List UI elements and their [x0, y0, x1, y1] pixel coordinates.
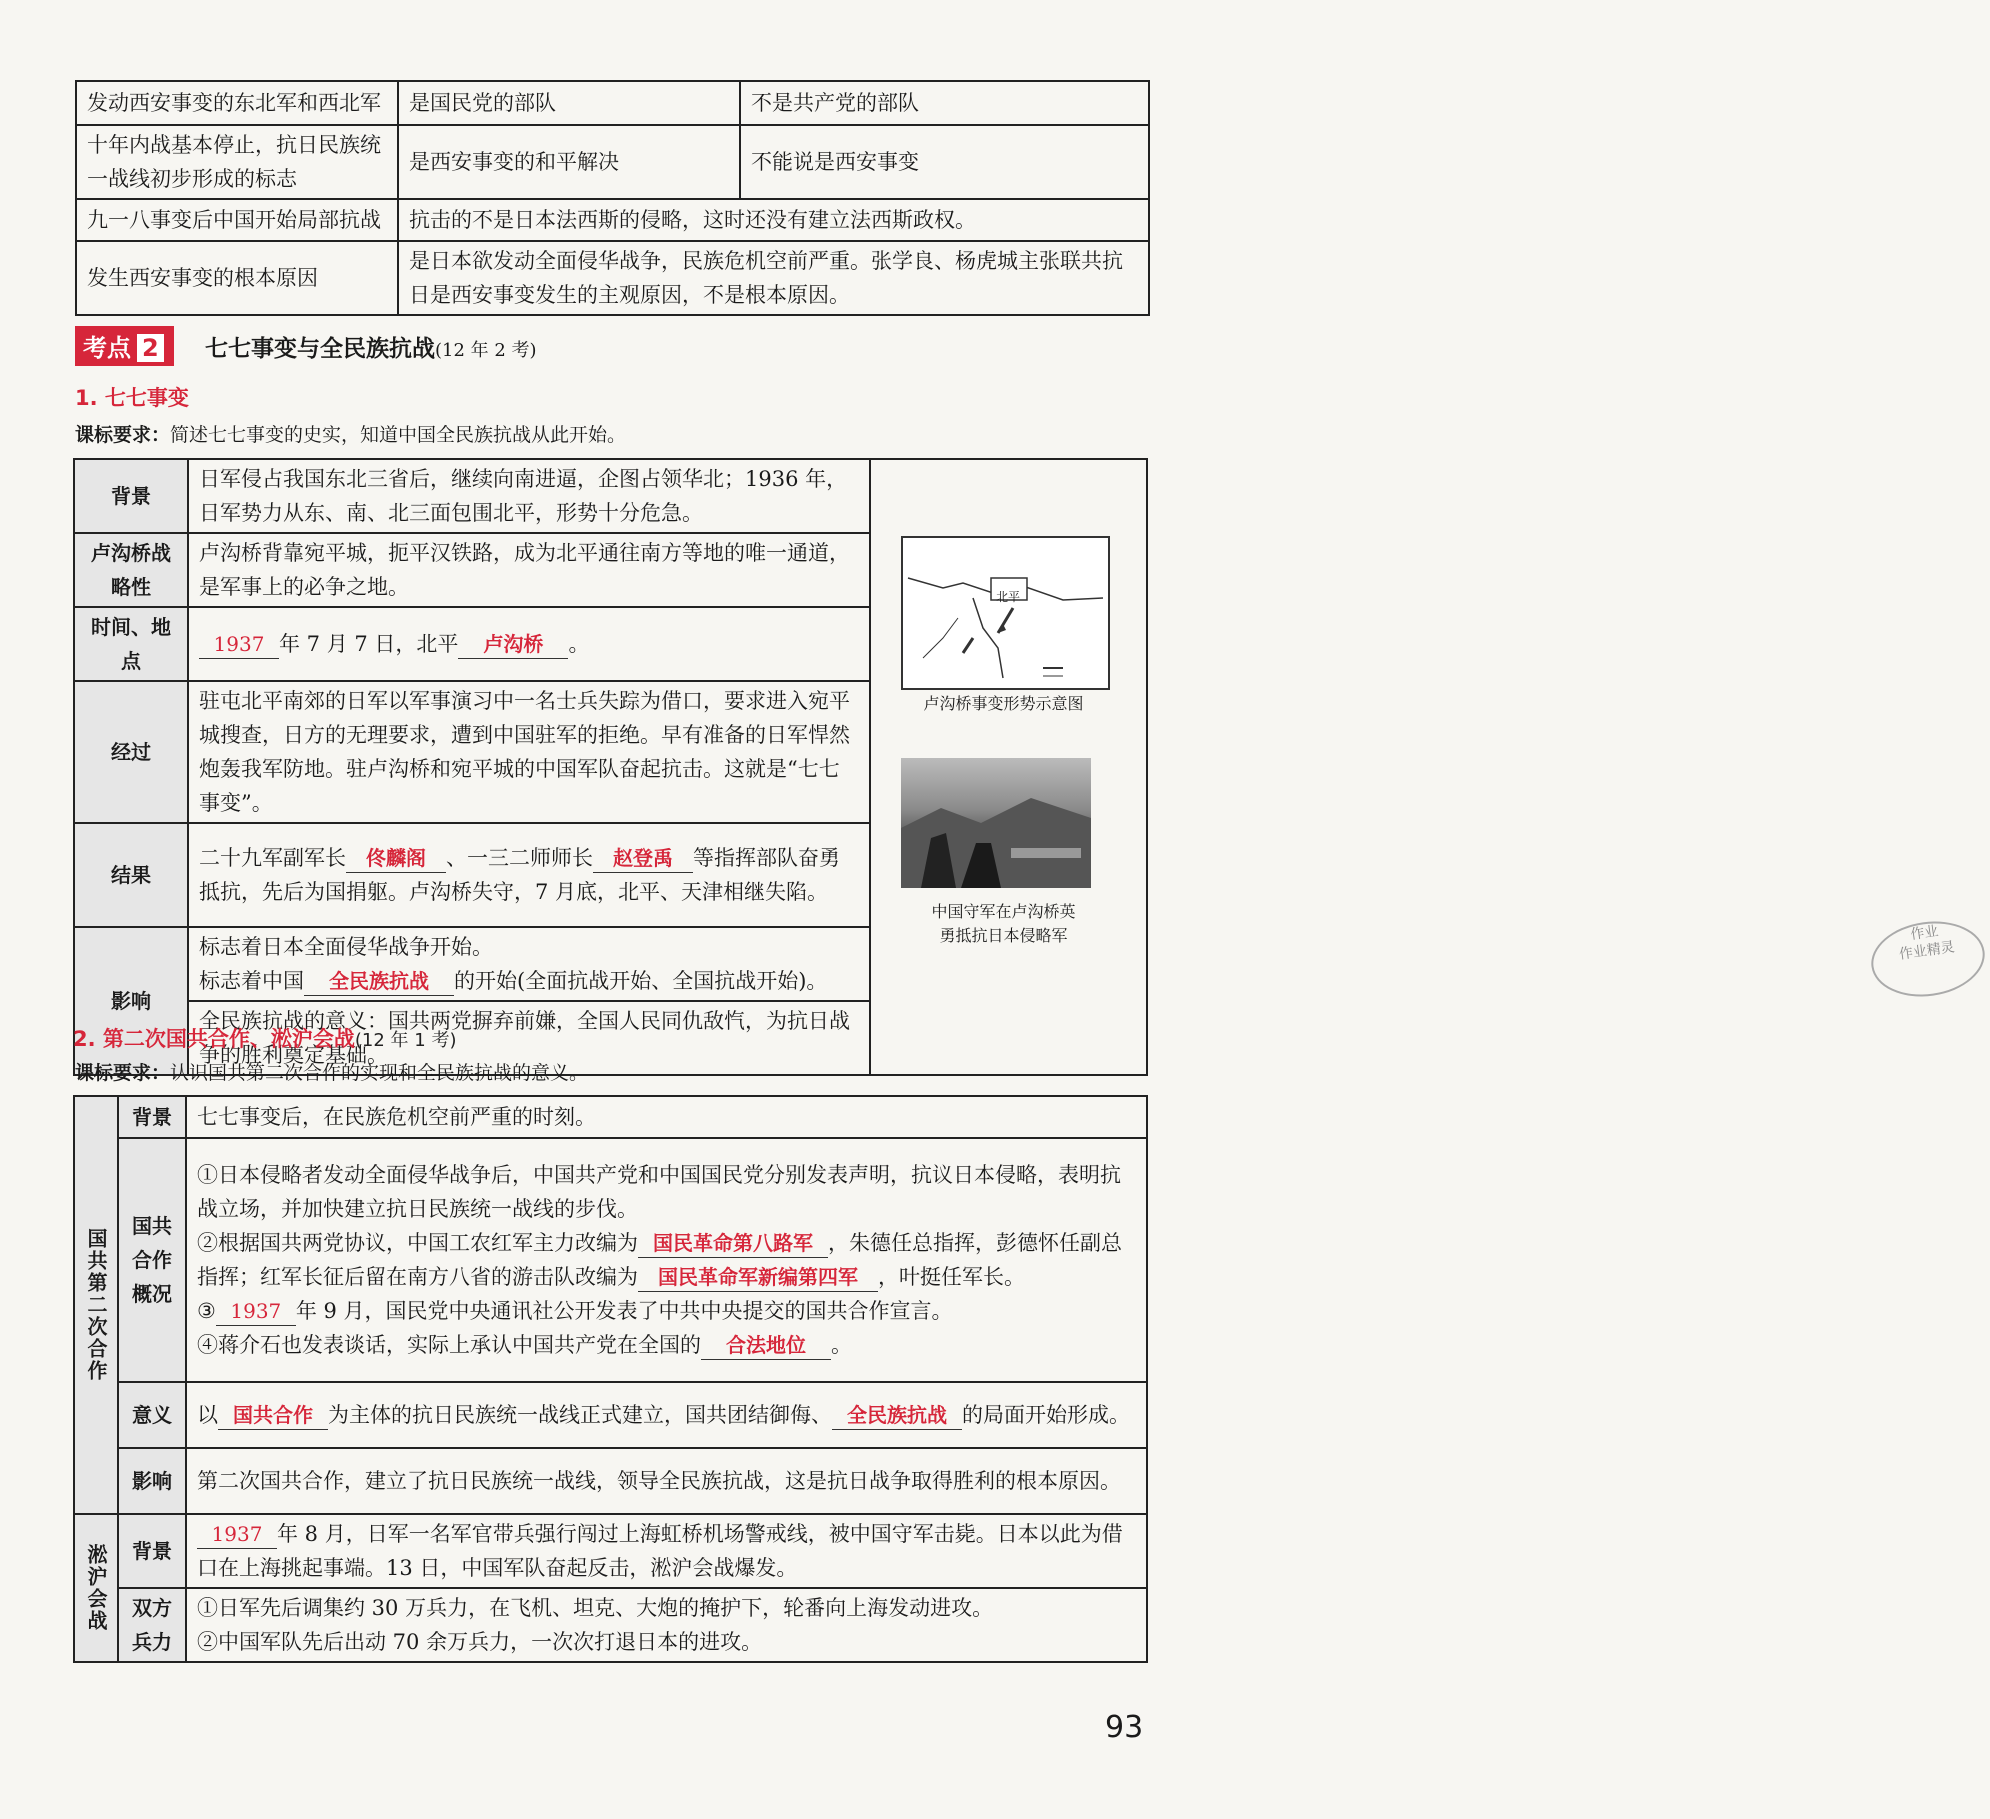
requirement-label: 课标要求： — [75, 424, 171, 446]
cell-text: 等指挥部队奋勇抵抗，先后为国捐躯。卢沟桥失守，7 月底，北平、天津相继失陷。 — [199, 846, 840, 904]
group-header: 淞沪会战 — [74, 1514, 118, 1662]
historical-photo — [901, 758, 1091, 888]
marco-polo-incident-table — [73, 458, 1956, 1076]
answer-blank: 佟麟阁 — [346, 844, 446, 873]
table-cell: 发生西安事变的根本原因 — [76, 241, 398, 315]
cell-text: 年 9 月，国民党中央通讯社公开发表了中共中央提交的国共合作宣言。 — [295, 1299, 953, 1323]
section-title-note: (12 年 2 考) — [435, 340, 537, 361]
section-title — [205, 330, 537, 363]
table-cell: 第二次国共合作，建立了抗日民族统一战线，领导全民族抗战，这是抗日战争取得胜利的根本原因。 — [186, 1448, 1147, 1514]
table-row — [74, 1382, 1147, 1448]
requirement-label: 课标要求： — [75, 1062, 171, 1084]
section-badge-number: 2 — [135, 332, 166, 364]
answer-blank: 1937 — [199, 630, 279, 659]
row-header: 意义 — [118, 1382, 186, 1448]
figure-column — [870, 459, 1956, 1075]
table-row — [76, 81, 1149, 125]
table-cell: 卢沟桥背靠宛平城，扼平汉铁路，成为北平通往南方等地的唯一通道，是军事上的必争之地。 — [188, 533, 870, 607]
photo-silhouettes — [901, 758, 1091, 888]
table-cell: 全民族抗战的意义：国共两党摒弃前嫌，全国人民同仇敌忾，为抗日战争的胜利奠定基础。 — [188, 1001, 870, 1075]
cell-text: 二十九军副军长 — [199, 846, 346, 870]
cell-line — [199, 964, 859, 998]
cell-text: ④蒋介石也发表谈话，实际上承认中国共产党在全国的 — [197, 1333, 701, 1357]
table-cell — [188, 607, 870, 681]
table-cell — [188, 927, 870, 1001]
cell-text: ①日军先后调集约 30 万兵力，在飞机、坦克、大炮的掩护下，轮番向上海发动进攻。 — [197, 1596, 994, 1620]
row-header: 背景 — [118, 1514, 186, 1588]
subsection-title: 1. 七七事变 — [75, 386, 189, 410]
answer-blank: 卢沟桥 — [458, 630, 568, 659]
table-row — [76, 125, 1149, 199]
table-cell: 十年内战基本停止，抗日民族统一战线初步形成的标志 — [76, 125, 398, 199]
table-cell: 九一八事变后中国开始局部抗战 — [76, 199, 398, 241]
table-cell: 日军侵占我国东北三省后，继续向南进逼，企图占领华北；1936 年，日军势力从东、南、北三面包围北平，形势十分危急。 — [188, 459, 870, 533]
subsection-title — [73, 1023, 456, 1053]
answer-blank: 国民革命第八路军 — [638, 1229, 828, 1258]
table-cell — [186, 1382, 1147, 1448]
row-header: 时间、地点 — [74, 607, 188, 681]
cell-text: ，朱德任总指挥，彭德怀任副总指挥；红军长征后留在南方八省的游击队改编为 — [197, 1231, 1122, 1289]
map-label: 北平 — [996, 590, 1021, 604]
answer-blank: 1937 — [197, 1520, 277, 1549]
cell-text: 为主体的抗日民族统一战线正式建立，国共团结御侮、 — [328, 1403, 832, 1427]
answer-blank: 全民族抗战 — [304, 967, 454, 996]
table-row — [74, 1448, 1147, 1514]
section-badge — [75, 326, 174, 366]
cell-text: ②中国军队先后出动 70 余万兵力，一次次打退日本的进攻。 — [197, 1630, 763, 1654]
table-cell — [186, 1514, 1147, 1588]
table-row — [76, 241, 1149, 315]
row-header: 背景 — [74, 459, 188, 533]
cell-text: 、一三二师师长 — [446, 846, 593, 870]
requirement-text: 简述七七事变的史实，知道中国全民族抗战从此开始。 — [170, 424, 627, 446]
cell-text: 。 — [568, 632, 590, 656]
row-header: 结果 — [74, 823, 188, 927]
map-caption: 卢沟桥事变形势示意图 — [923, 694, 1084, 713]
subsection-title-text: 2. 第二次国共合作、淞沪会战 — [73, 1027, 355, 1051]
row-header: 经过 — [74, 681, 188, 823]
table-row — [76, 199, 1149, 241]
cell-line — [197, 1328, 1136, 1362]
comparison-table — [75, 80, 1150, 316]
table-row — [74, 1096, 1147, 1138]
cell-text: ②根据国共两党协议，中国工农红军主力改编为 — [197, 1231, 638, 1255]
cell-text: 年 8 月，日军一名军官带兵强行闯过上海虹桥机场警戒线，被中国守军击毙。日本以此为借口在上海挑起事端。13 日，中国军队奋起反击，淞沪会战爆发。 — [197, 1522, 1123, 1580]
united-front-table — [73, 1095, 1148, 1663]
page-number: 93 — [1105, 1710, 1144, 1745]
answer-blank: 1937 — [216, 1297, 296, 1326]
cell-line — [197, 1294, 1136, 1328]
answer-blank: 赵登禹 — [593, 844, 693, 873]
answer-blank: 合法地位 — [701, 1331, 831, 1360]
table-cell: 是日本欲发动全面侵华战争，民族危机空前严重。张学良、杨虎城主张联共抗日是西安事变发生的主观原因，不是根本原因。 — [398, 241, 1149, 315]
section-badge-label: 考点 — [83, 334, 131, 362]
cell-text: 。 — [831, 1333, 852, 1357]
table-cell: 不是共产党的部队 — [740, 81, 1149, 125]
photo-caption-line1: 中国守军在卢沟桥英 — [931, 902, 1076, 921]
watermark-stamp — [1866, 914, 1989, 1003]
group-header: 国共第二次合作 — [74, 1096, 118, 1514]
map-diagram — [901, 536, 1110, 690]
table-cell: 是国民党的部队 — [398, 81, 740, 125]
subsection-note: (12 年 1 考) — [354, 1030, 457, 1051]
cell-text: 的局面开始形成。 — [962, 1403, 1130, 1427]
section-title-text: 七七事变与全民族抗战 — [205, 335, 435, 362]
answer-blank: 国民革命军新编第四军 — [638, 1263, 878, 1292]
table-row — [74, 1138, 1147, 1382]
row-header: 卢沟桥战略性 — [74, 533, 188, 607]
cell-text: 的开始(全面抗战开始、全国抗战开始)。 — [454, 969, 828, 993]
cell-text: ③ — [197, 1299, 216, 1323]
row-header: 国共合作概况 — [118, 1138, 186, 1382]
table-cell — [186, 1588, 1147, 1662]
table-row — [74, 1514, 1147, 1588]
table-cell: 发动西安事变的东北军和西北军 — [76, 81, 398, 125]
table-cell: 七七事变后，在民族危机空前严重的时刻。 — [186, 1096, 1147, 1138]
cell-text: ①日本侵略者发动全面侵华战争后，中国共产党和中国国民党分别发表声明，抗议日本侵略，表明抗战立场，并加快建立抗日民族统一战线的步伐。 — [197, 1163, 1121, 1221]
answer-blank: 国共合作 — [218, 1401, 328, 1430]
row-header: 双方兵力 — [118, 1588, 186, 1662]
table-cell — [186, 1138, 1147, 1382]
cell-text: 年 7 月 7 日，北平 — [279, 632, 459, 656]
table-cell: 抗击的不是日本法西斯的侵略，这时还没有建立法西斯政权。 — [398, 199, 1149, 241]
answer-blank: 全民族抗战 — [832, 1401, 962, 1430]
stamp-subtext: 作业精灵 — [1898, 939, 1956, 963]
table-cell: 驻屯北平南郊的日军以军事演习中一名士兵失踪为借口，要求进入宛平城搜查，日方的无理要求，遭到中国驻军的拒绝。早有准备的日军悍然炮轰我军防地。驻卢沟桥和宛平城的中国军队奋起抗击。这就是“七七事变”。 — [188, 681, 870, 823]
cell-line — [197, 1226, 1136, 1294]
row-header: 背景 — [118, 1096, 186, 1138]
row-header: 影响 — [118, 1448, 186, 1514]
cell-text: 标志着日本全面侵华战争开始。 — [199, 935, 493, 959]
curriculum-requirement — [75, 420, 626, 447]
cell-text: ，叶挺任军长。 — [878, 1265, 1025, 1289]
table-cell: 是西安事变的和平解决 — [398, 125, 740, 199]
table-cell: 不能说是西安事变 — [740, 125, 1149, 199]
table-row — [74, 1588, 1147, 1662]
table-row — [74, 459, 1147, 533]
table-cell — [188, 823, 870, 927]
requirement-text: 认识国共第二次合作的实现和全民族抗战的意义。 — [170, 1062, 589, 1084]
stamp-text: 作业 — [1909, 923, 1940, 944]
row-header: 影响 — [74, 927, 188, 1075]
cell-text: 标志着中国 — [199, 969, 304, 993]
curriculum-requirement — [75, 1058, 588, 1085]
cell-text: 以 — [197, 1403, 218, 1427]
photo-caption-line2: 勇抵抗日本侵略军 — [939, 926, 1068, 945]
